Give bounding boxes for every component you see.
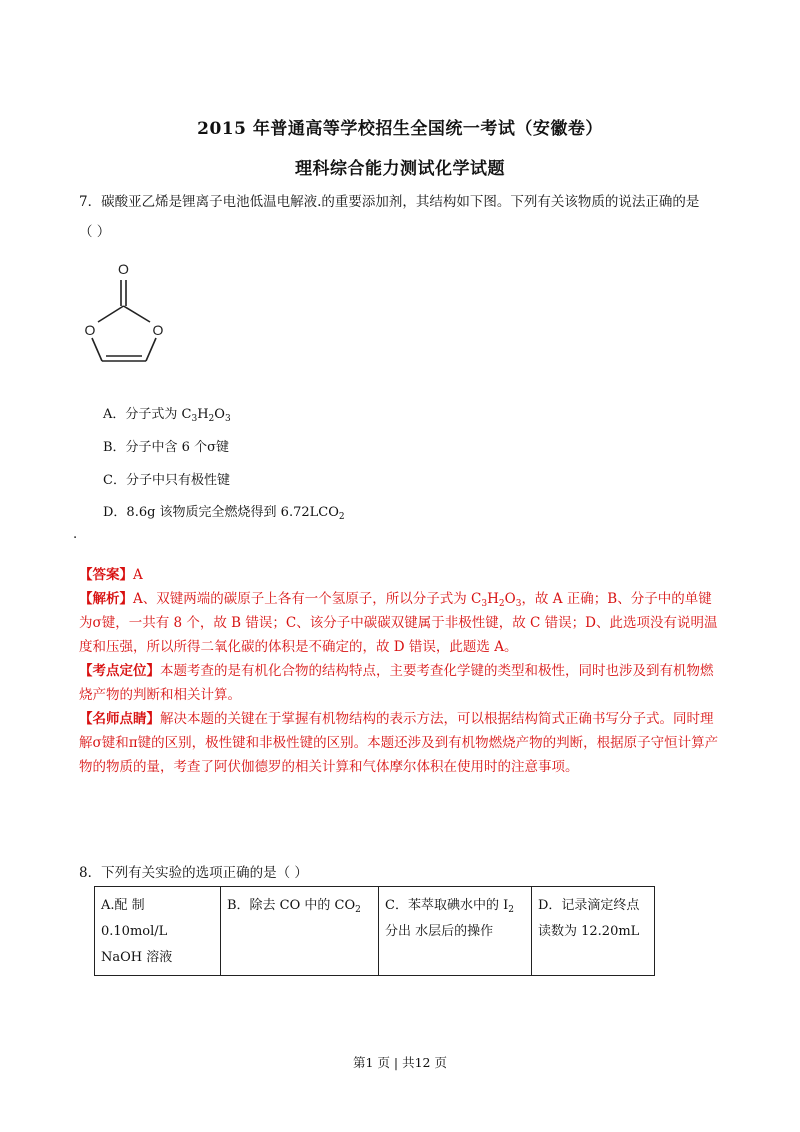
ring-bond-o-c-right	[146, 338, 156, 361]
q7-stem: 碳酸亚乙烯是锂离子电池低温电解液.的重要添加剂，其结构如下图。下列有关该物质的说法正确的是	[101, 194, 700, 210]
q7-option-b: B．分子中含 6 个σ键	[103, 440, 229, 455]
point-para: 【考点定位】本题考查的是有机化合物的结构特点，主要考查化学键的类型和极性，同时也涉及到有机物燃烧产物的判断和相关计算。	[79, 663, 714, 703]
ring-bond-o-c-left	[92, 338, 102, 361]
explain-para: 【解析】A、双键两端的碳原子上各有一个氢原子，所以分子式为 $C_3H_2O_3$，故 A 正确；B、分子中的单键为σ键，一共有 8 个，故 B 错误；C、该分子中碳碳双键属于非极性键，故 C 错误；D、此选项没有说明温度和压强，所以所得二氧化碳的体积是不确定的，故 D 错误，此题选 A。	[79, 591, 718, 655]
answer-line	[79, 563, 719, 587]
q7-blank: （ ）	[79, 224, 111, 240]
page-footer: 第1 页 | 共12 页	[353, 1055, 447, 1070]
q8-cell-d: D．记录滴定终点 读数为 12.20mL	[532, 887, 655, 976]
q7-option-c: C．分子中只有极性键	[103, 473, 230, 488]
ring-bond-c-o-left	[98, 306, 124, 322]
point-tag: 【考点定位】	[79, 663, 160, 679]
analysis-block	[79, 563, 719, 779]
q8-stem: 下列有关实验的选项正确的是（ ）	[101, 865, 308, 881]
q8-stem-line	[79, 861, 308, 881]
q7-number: 7．	[79, 194, 102, 210]
teacher-tag: 【名师点睛】	[79, 711, 160, 727]
vinylene-carbonate-structure	[70, 252, 180, 377]
q8-number: 8．	[79, 865, 102, 881]
q7-stem-line	[79, 190, 699, 210]
ring-bond-c-o-right	[124, 306, 151, 322]
q8-cell-c: C．苯萃取碘水中的 $I_2$ 分出 水层后的操作	[379, 887, 532, 976]
explain-tag: 【解析】	[79, 591, 133, 607]
atom-o-carbonyl: O	[118, 261, 129, 277]
answer-tag: 【答案】	[79, 567, 133, 583]
q8-cell-b: B．除去 CO 中的 $CO_2$	[221, 887, 379, 976]
teacher-para: 【名师点睛】解决本题的关键在于掌握有机物结构的表示方法，可以根据结构简式正确书写分子式。同时理解σ键和π键的区别，极性键和非极性键的区别。本题还涉及到有机物燃烧产物的判断，根据原子守恒计算产物的物质的量，考查了阿伏伽德罗的相关计算和气体摩尔体积在使用时的注意事项。	[79, 711, 719, 775]
atom-o-left: O	[84, 322, 96, 338]
page-subtitle: 理科综合能力测试化学试题	[295, 159, 505, 179]
q7-option-d: D．8.6g 该物质完全燃烧得到 $6.72LCO_2$	[103, 505, 345, 522]
page-title: 2015 年普通高等学校招生全国统一考试（安徽卷）	[197, 119, 603, 139]
atom-o-right: O	[152, 322, 164, 338]
q7-option-a: A．分子式为 $C_3H_2O_3$	[103, 407, 231, 424]
q8-options-table	[94, 886, 655, 976]
answer-value: A	[133, 567, 143, 583]
q8-cell-a: A.配 制 0.10mol/L NaOH 溶液	[95, 887, 221, 976]
stray-dot: .	[73, 527, 78, 542]
